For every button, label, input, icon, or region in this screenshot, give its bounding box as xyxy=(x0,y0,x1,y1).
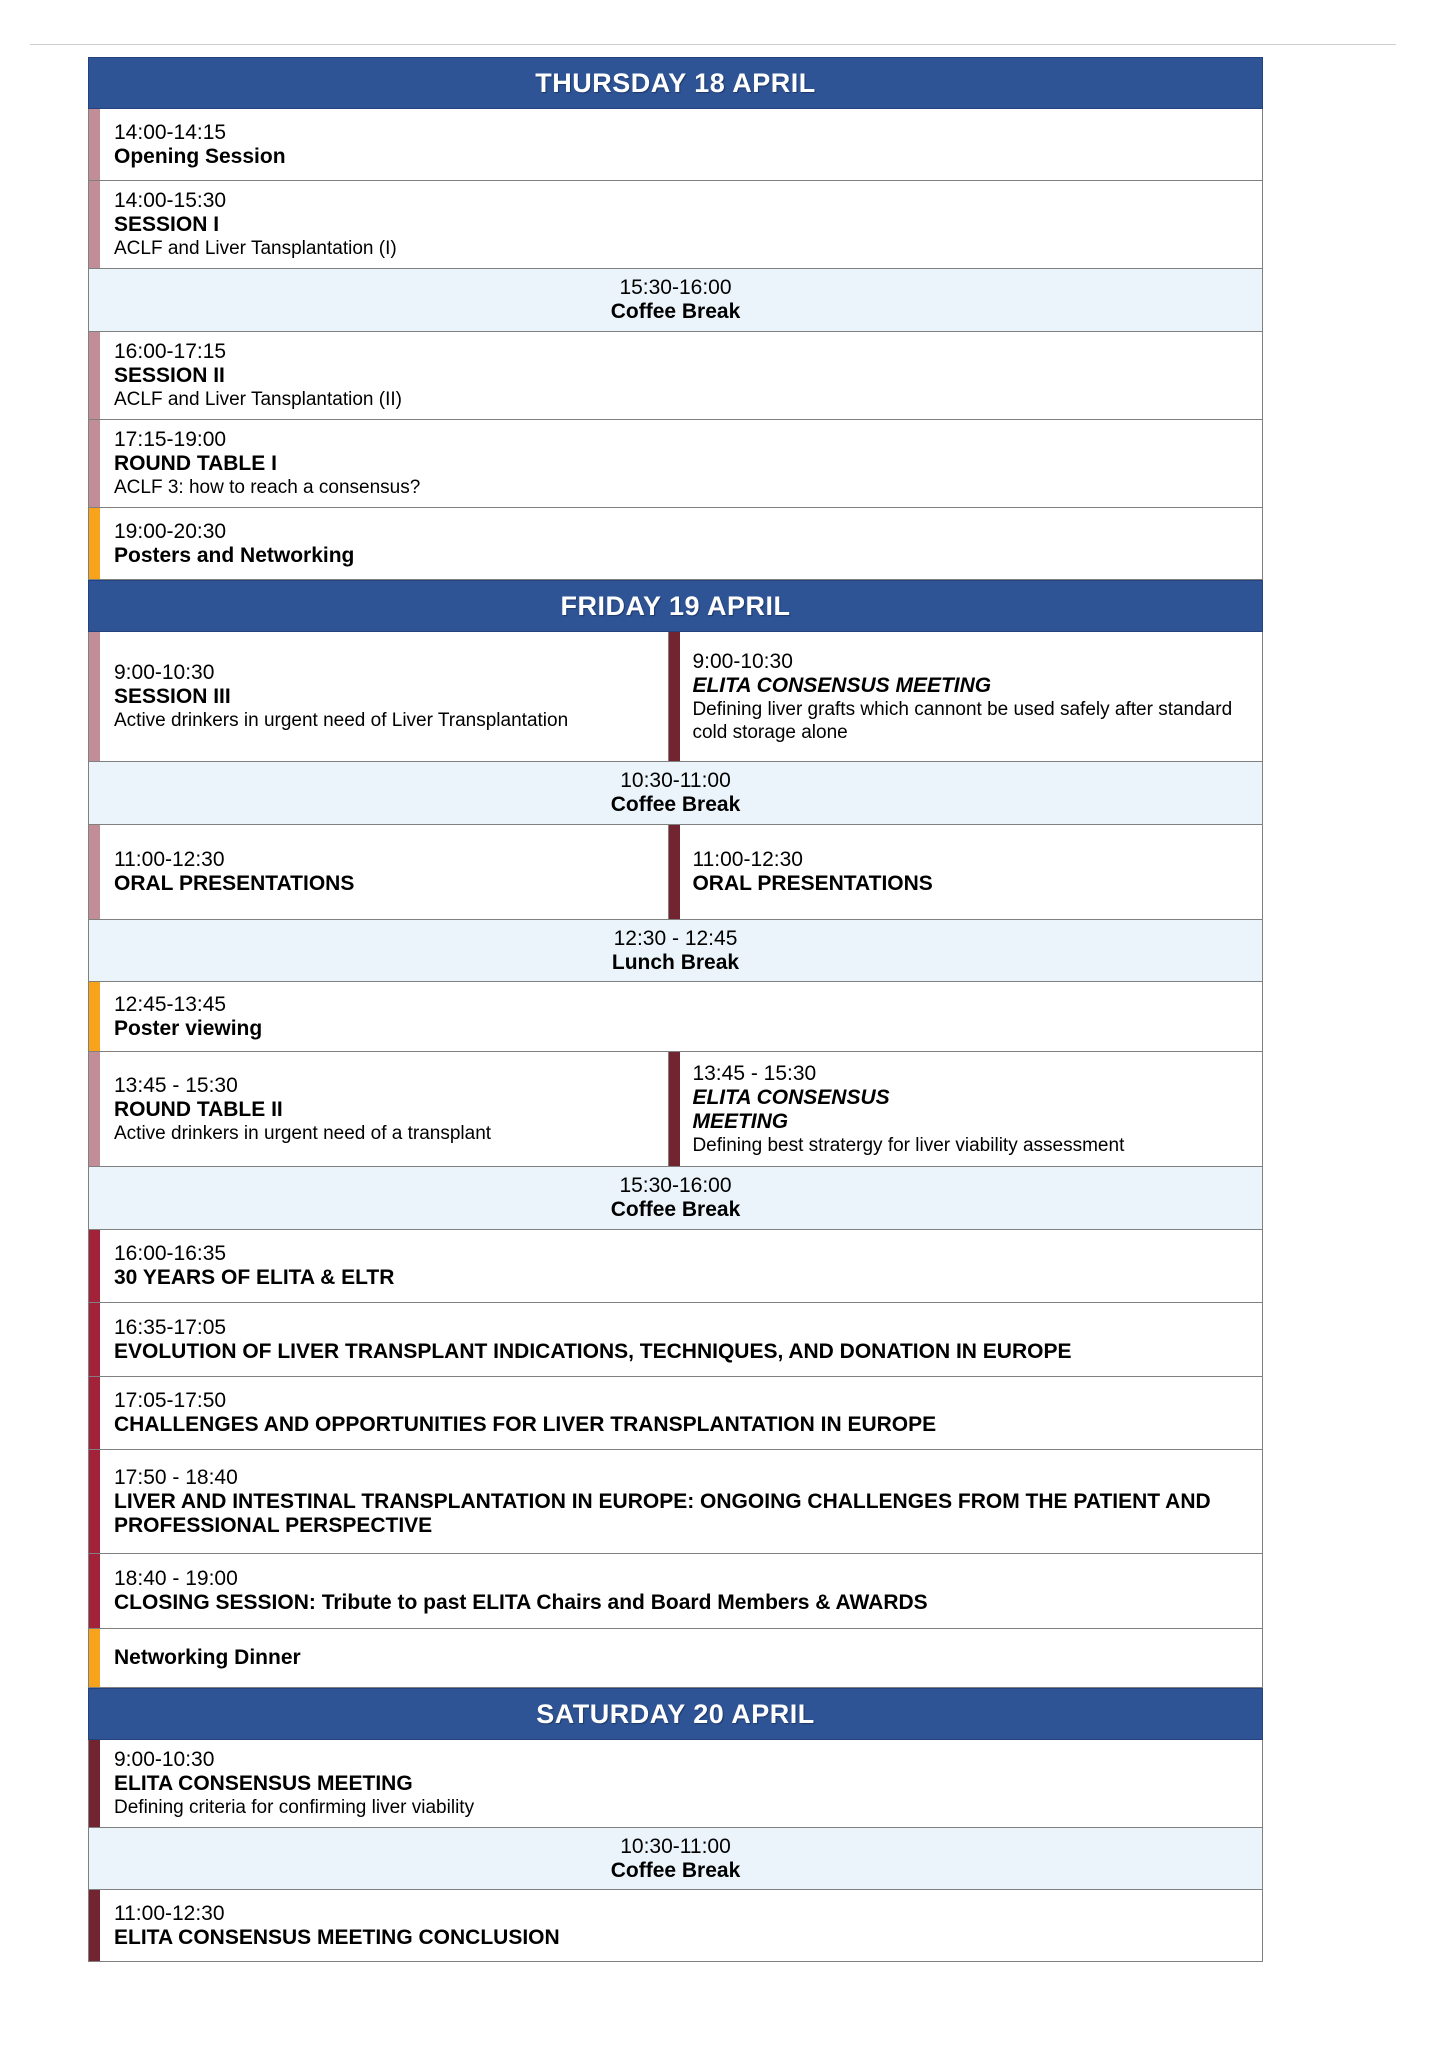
row-opening-session xyxy=(88,109,1263,181)
accent-bar xyxy=(89,1740,100,1827)
session-title: ROUND TABLE I xyxy=(114,452,277,475)
row-session-1 xyxy=(88,181,1263,269)
row-coffee-break-4 xyxy=(88,1828,1263,1890)
row-evolution xyxy=(88,1303,1263,1377)
session-title: 30 YEARS OF ELITA & ELTR xyxy=(114,1266,395,1289)
session-subtitle: Defining criteria for confirming liver viability xyxy=(114,1797,475,1818)
time-label: 19:00-20:30 xyxy=(114,519,227,543)
time-label: 18:40 - 19:00 xyxy=(114,1567,238,1590)
day-header-saturday xyxy=(88,1688,1263,1740)
time-label: 9:00-10:30 xyxy=(114,1748,215,1771)
time-label: 13:45 - 15:30 xyxy=(114,1073,238,1097)
session-title: EVOLUTION OF LIVER TRANSPLANT INDICATIONS, TECHNIQUES, AND DONATION IN EUROPE xyxy=(114,1339,1072,1363)
time-label: 12:30 - 12:45 xyxy=(613,926,738,950)
time-label: 12:45-13:45 xyxy=(114,992,227,1016)
session-title: ELITA CONSENSUS MEETING xyxy=(692,673,992,697)
session-title: ELITA CONSENSUS MEETING xyxy=(114,1772,413,1795)
accent-bar xyxy=(89,1629,100,1687)
session-subtitle: ACLF and Liver Tansplantation (II) xyxy=(114,389,402,410)
right-column xyxy=(668,632,1262,761)
accent-bar xyxy=(89,508,100,579)
break-title: Coffee Break xyxy=(610,300,741,323)
day-header-friday xyxy=(88,580,1263,632)
session-subtitle: Active drinkers in urgent need of a transplant xyxy=(114,1122,492,1144)
day-title: THURSDAY 18 APRIL xyxy=(535,67,816,98)
session-title: ELITA CONSENSUS xyxy=(692,1085,890,1109)
break-title: Lunch Break xyxy=(611,950,740,974)
time-label: 10:30-11:00 xyxy=(620,1834,731,1858)
accent-bar xyxy=(89,825,100,919)
accent-bar xyxy=(89,1230,100,1302)
session-title: SESSION III xyxy=(114,685,231,708)
time-label: 13:45 - 15:30 xyxy=(692,1061,817,1085)
accent-bar xyxy=(89,332,100,419)
accent-bar xyxy=(89,982,100,1051)
row-coffee-break-2 xyxy=(88,762,1263,825)
break-title: Coffee Break xyxy=(610,1858,741,1882)
left-column xyxy=(89,825,668,919)
time-label: 17:05-17:50 xyxy=(114,1389,227,1412)
row-closing-session xyxy=(88,1554,1263,1629)
accent-bar xyxy=(669,1052,680,1166)
time-label: 17:50 - 18:40 xyxy=(114,1465,238,1489)
time-label: 14:00-14:15 xyxy=(114,120,227,144)
row-liver-intestinal xyxy=(88,1450,1263,1554)
row-poster-viewing xyxy=(88,982,1263,1052)
time-label: 16:00-17:15 xyxy=(114,340,227,363)
session-title: ORAL PRESENTATIONS xyxy=(114,872,355,895)
accent-bar xyxy=(89,1303,100,1376)
time-label: 10:30-11:00 xyxy=(620,769,731,792)
row-session-3-elita xyxy=(88,632,1263,762)
session-title: SESSION I xyxy=(114,213,220,236)
accent-bar xyxy=(89,109,100,180)
time-label: 9:00-10:30 xyxy=(114,661,215,684)
accent-bar xyxy=(89,181,100,268)
session-subtitle: Active drinkers in urgent need of Liver Transplantation xyxy=(114,710,569,731)
session-title: ORAL PRESENTATIONS xyxy=(692,872,933,895)
row-session-2 xyxy=(88,332,1263,420)
time-label: 16:00-16:35 xyxy=(114,1242,227,1265)
time-label: 17:15-19:00 xyxy=(114,428,227,451)
accent-bar xyxy=(89,1377,100,1449)
row-posters-networking xyxy=(88,508,1263,580)
session-title: ELITA CONSENSUS MEETING CONCLUSION xyxy=(114,1925,560,1949)
left-column xyxy=(89,1052,668,1166)
time-label: 11:00-12:30 xyxy=(114,1901,225,1925)
time-label: 15:30-16:00 xyxy=(619,1174,732,1197)
session-title: CHALLENGES AND OPPORTUNITIES FOR LIVER TRANSPLANTATION IN EUROPE xyxy=(114,1413,937,1436)
session-title: Opening Session xyxy=(114,144,286,168)
accent-bar xyxy=(669,632,680,761)
break-title: Coffee Break xyxy=(610,793,741,816)
row-coffee-break-3 xyxy=(88,1167,1263,1230)
day-title: SATURDAY 20 APRIL xyxy=(536,1698,815,1729)
accent-bar xyxy=(89,1554,100,1628)
accent-bar xyxy=(89,420,100,507)
row-elita-consensus xyxy=(88,1740,1263,1828)
time-label: 16:35-17:05 xyxy=(114,1315,227,1339)
session-title: ROUND TABLE II xyxy=(114,1097,283,1121)
schedule-table xyxy=(88,57,1263,1962)
session-title: CLOSING SESSION: Tribute to past ELITA Chairs and Board Members & AWARDS xyxy=(114,1591,928,1614)
left-column xyxy=(89,632,668,761)
row-round-table-1 xyxy=(88,420,1263,508)
time-label: 11:00-12:30 xyxy=(692,848,803,871)
time-label: 15:30-16:00 xyxy=(619,276,732,299)
time-label: 14:00-15:30 xyxy=(114,189,227,212)
break-title: Coffee Break xyxy=(610,1198,741,1221)
time-label: 11:00-12:30 xyxy=(114,848,225,871)
row-coffee-break-1 xyxy=(88,269,1263,332)
row-oral-presentations xyxy=(88,825,1263,920)
session-subtitle: Defining best stratergy for liver viability assessment xyxy=(692,1134,1125,1156)
accent-bar xyxy=(89,1890,100,1961)
accent-bar xyxy=(89,632,100,761)
accent-bar xyxy=(669,825,680,919)
session-title: LIVER AND INTESTINAL TRANSPLANTATION IN EUROPE: ONGOING CHALLENGES FROM THE PATIENT AND PROFESSIONAL PERSPECTIVE xyxy=(114,1489,1211,1537)
accent-bar xyxy=(89,1450,100,1553)
session-subtitle: Defining liver grafts which cannont be used safely after standard cold storage alone xyxy=(692,698,1233,743)
session-title: Poster viewing xyxy=(114,1016,263,1040)
session-title: Networking Dinner xyxy=(114,1646,301,1669)
accent-bar xyxy=(89,1052,100,1166)
session-subtitle: ACLF and Liver Tansplantation (I) xyxy=(114,238,397,259)
day-title: FRIDAY 19 APRIL xyxy=(560,590,791,621)
row-30-years xyxy=(88,1230,1263,1303)
session-title-line-2: MEETING xyxy=(692,1109,789,1133)
row-round-table-2-elita xyxy=(88,1052,1263,1167)
session-title: SESSION II xyxy=(114,364,225,387)
session-title: Posters and Networking xyxy=(114,543,355,567)
row-lunch-break xyxy=(88,920,1263,982)
row-networking-dinner xyxy=(88,1629,1263,1688)
row-challenges xyxy=(88,1377,1263,1450)
page-top-rule xyxy=(30,44,1396,45)
time-label: 9:00-10:30 xyxy=(692,649,793,673)
row-elita-conclusion xyxy=(88,1890,1263,1962)
right-column xyxy=(668,1052,1262,1166)
day-header-thursday xyxy=(88,57,1263,109)
session-subtitle: ACLF 3: how to reach a consensus? xyxy=(114,477,421,498)
right-column xyxy=(668,825,1262,919)
